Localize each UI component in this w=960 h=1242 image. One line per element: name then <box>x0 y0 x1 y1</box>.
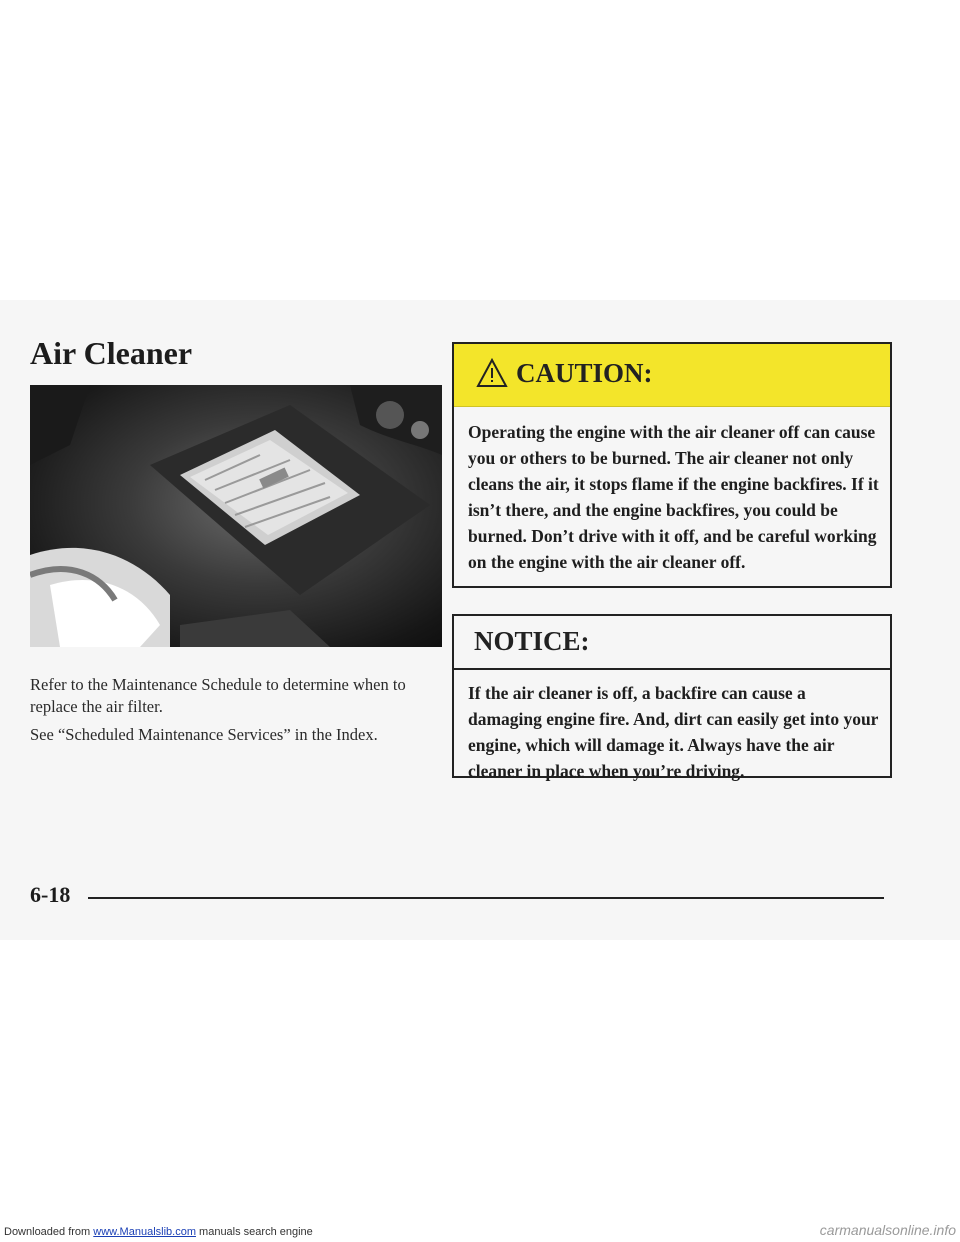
index-reference-paragraph: See “Scheduled Maintenance Services” in the Index. <box>30 725 378 744</box>
warning-triangle-icon <box>476 358 508 388</box>
footer-rule <box>88 897 884 899</box>
download-credit <box>4 1226 313 1238</box>
engine-illustration <box>30 385 442 647</box>
notice-title: NOTICE: <box>474 626 590 656</box>
caution-box <box>452 342 892 588</box>
site-watermark: carmanualsonline.info <box>819 1222 956 1238</box>
air-cleaner-photo <box>30 385 442 647</box>
notice-text: If the air cleaner is off, a backfire can cause a damaging engine fire. And, dirt can easily get into your engine, which will damage it. Always have the air cleaner in place when you’re driving. <box>468 683 879 781</box>
section-title: Air Cleaner <box>30 335 193 371</box>
download-suffix: manuals search engine <box>195 1226 313 1238</box>
caution-header <box>454 344 890 407</box>
manualslib-link[interactable]: www.Manualslib.com <box>93 1226 196 1238</box>
notice-box <box>452 614 892 781</box>
page-number: 6-18 <box>30 882 71 907</box>
maintenance-paragraph: Refer to the Maintenance Schedule to determine when to replace the air filter. <box>30 675 406 716</box>
caution-title: CAUTION: <box>516 358 653 388</box>
caution-text: Operating the engine with the air cleaner off can cause you or others to be burned. The air cleaner not only cleans the air, it stops flame if the engine backfires. If it isn’t there, and the engine backfires, you could be burned. Don’t drive with it off, and be careful working on the engine with the air cleaner off. <box>468 422 879 572</box>
notice-header <box>454 616 890 670</box>
download-prefix: Downloaded from <box>4 1226 94 1238</box>
